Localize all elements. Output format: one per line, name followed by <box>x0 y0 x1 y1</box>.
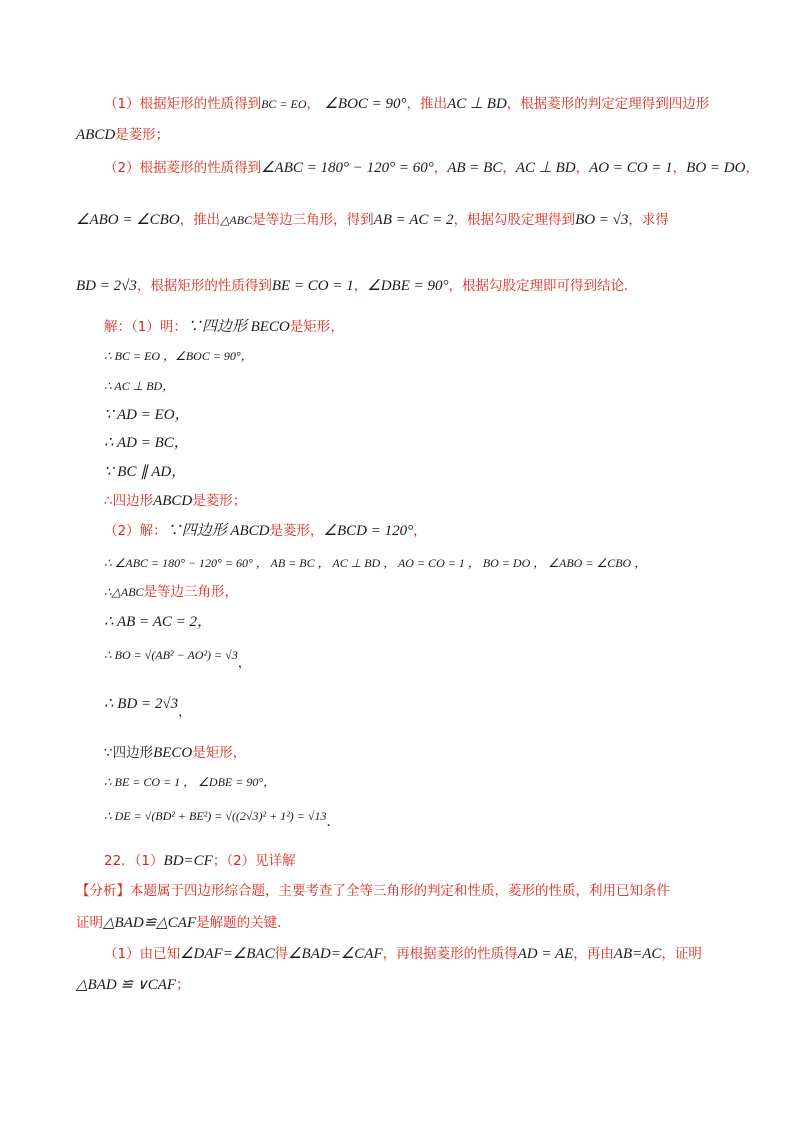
analysis-line-2 <box>76 125 169 145</box>
text: 是解题的关键． <box>196 915 291 931</box>
math: ∠ABO = ∠CBO <box>76 212 180 228</box>
text: 是菱形， <box>269 523 324 539</box>
text: 22．（1） <box>104 853 164 869</box>
math: ∠BAD=∠CAF <box>288 946 383 962</box>
solution-line-16 <box>104 806 340 830</box>
math: BE = CO = 1 <box>271 278 354 294</box>
text: ， <box>502 160 516 176</box>
math: BO = DO <box>686 160 746 176</box>
math: AD = AE <box>517 946 574 962</box>
math: BD=CF <box>163 853 213 869</box>
text: ；（2）见详解 <box>212 853 296 869</box>
text: ， <box>353 278 368 294</box>
math: ∵四边形 BECO <box>186 319 290 335</box>
text: ∵四边形 <box>104 745 154 761</box>
math: ABCD <box>153 493 193 509</box>
text: ； <box>176 977 190 993</box>
solution-line-4: ∵ AD = EO， <box>104 407 190 423</box>
math: △BAD≌△CAF <box>103 915 197 931</box>
analysis-line-4 <box>76 210 669 230</box>
text: 是等边三角形，得到 <box>252 212 374 228</box>
math: AC ⊥ BD <box>447 96 507 112</box>
math: BC = EO <box>261 97 307 111</box>
text: ∴四边形 <box>104 493 154 509</box>
math: ∴△ABC <box>104 585 144 599</box>
text: （2）根据菱形的性质得到 <box>104 160 262 176</box>
text: ，再根据菱形的性质得 <box>382 946 518 962</box>
text: 是菱形； <box>115 127 170 143</box>
text: 是矩形， <box>192 745 247 761</box>
solution-line-15: ∴ BE = CO = 1 ， ∠DBE = 90°， <box>104 775 276 789</box>
solution-line-1 <box>104 317 344 337</box>
math: ∠BCD = 120° <box>323 523 414 539</box>
text: （1）根据矩形的性质得到 <box>104 96 262 112</box>
solution-line-13 <box>104 694 192 720</box>
math: ∠DBE = 90° <box>367 278 449 294</box>
solution-line-2: ∴ BC = EO ，∠BOC = 90°， <box>104 349 253 363</box>
text: 证明 <box>76 915 103 931</box>
solution-line-7 <box>104 491 246 511</box>
solution-line-11: ∴ AB = AC = 2， <box>104 614 212 630</box>
text: ． <box>326 814 340 830</box>
math: BD = 2√3 <box>76 278 137 294</box>
math: AO = CO = 1 <box>589 160 673 176</box>
text: 得 <box>274 946 289 962</box>
q22-analysis-line-1: 【分析】本题属于四边形综合题，主要考查了全等三角形的判定和性质，菱形的性质，利用已知条件 <box>76 883 670 899</box>
solution-line-14 <box>104 743 246 763</box>
solution-line-10 <box>104 582 238 602</box>
text: ， <box>306 96 321 112</box>
text: ， <box>237 655 252 671</box>
math: AC ⊥ BD <box>515 160 576 176</box>
math: ∵四边形 ABCD <box>166 523 270 539</box>
text: ，根据勾股定理即可得到结论． <box>448 278 638 294</box>
text: 是等边三角形， <box>143 584 239 600</box>
text: 是菱形； <box>192 493 247 509</box>
text: ，根据菱形的判定定理得到四边形 <box>506 96 710 112</box>
math: ∠DAF=∠BAC <box>180 946 275 962</box>
text: 解：（1）明： <box>104 319 187 335</box>
text: （2）解： <box>104 523 167 539</box>
solution-line-6: ∵ BC ∥ AD， <box>104 464 187 480</box>
math: BO = √3 <box>575 212 629 228</box>
math: AB = AC = 2 <box>373 212 454 228</box>
text: ，根据勾股定理得到 <box>453 212 576 228</box>
text: ， <box>672 160 687 176</box>
math: ∠ABC = 180° − 120° = 60° <box>261 160 434 176</box>
solution-line-3: ∴ AC ⊥ BD， <box>104 379 175 393</box>
text: ，推出 <box>179 212 221 228</box>
text: ， <box>433 160 448 176</box>
text: ， <box>413 523 427 539</box>
text: ，推出 <box>406 96 448 112</box>
text: ， <box>575 160 590 176</box>
text: ， <box>178 704 192 720</box>
math: AB = BC <box>447 160 503 176</box>
solution-line-9: ∴ ∠ABC = 180° − 120° = 60° ， AB = BC ， AC ⊥ BD ， AO = CO = 1 ， BO = DO ， ∠ABO = ∠CBO ， <box>104 556 647 570</box>
math: ∴ DE = √(BD² + BE²) = √((2√3)² + 1²) = √13 <box>104 809 327 823</box>
text: ，根据矩形的性质得到 <box>136 278 272 294</box>
solution-line-5: ∴ AD = BC， <box>104 435 189 451</box>
analysis-line-5 <box>76 276 638 296</box>
q22-analysis-line-3 <box>104 944 702 964</box>
math: AB=AC <box>613 946 662 962</box>
q22-analysis-line-2 <box>76 913 291 933</box>
math: ABCD <box>76 127 116 143</box>
text: ，证明 <box>661 946 702 962</box>
analysis-line-3 <box>104 158 759 178</box>
analysis-line-1 <box>104 94 709 114</box>
math: ∴ BD = 2√3 <box>104 696 179 712</box>
math: ∴ BO = √(AB² − AO²) = √3 <box>104 648 238 662</box>
q22-analysis-line-4 <box>76 975 190 995</box>
text: （1）由已知 <box>104 946 181 962</box>
solution-line-12 <box>104 645 252 671</box>
text: ，再由 <box>573 946 614 962</box>
math: BECO <box>153 745 193 761</box>
text: 是矩形， <box>289 319 344 335</box>
text: ， <box>745 160 759 176</box>
math: ∠BOC = 90° <box>324 96 407 112</box>
text: ，求得 <box>628 212 669 228</box>
q22-answer <box>104 851 296 871</box>
solution-line-8 <box>104 521 427 541</box>
math: △ABC <box>220 213 253 227</box>
math: △BAD ≌ ∨CAF <box>76 977 177 993</box>
